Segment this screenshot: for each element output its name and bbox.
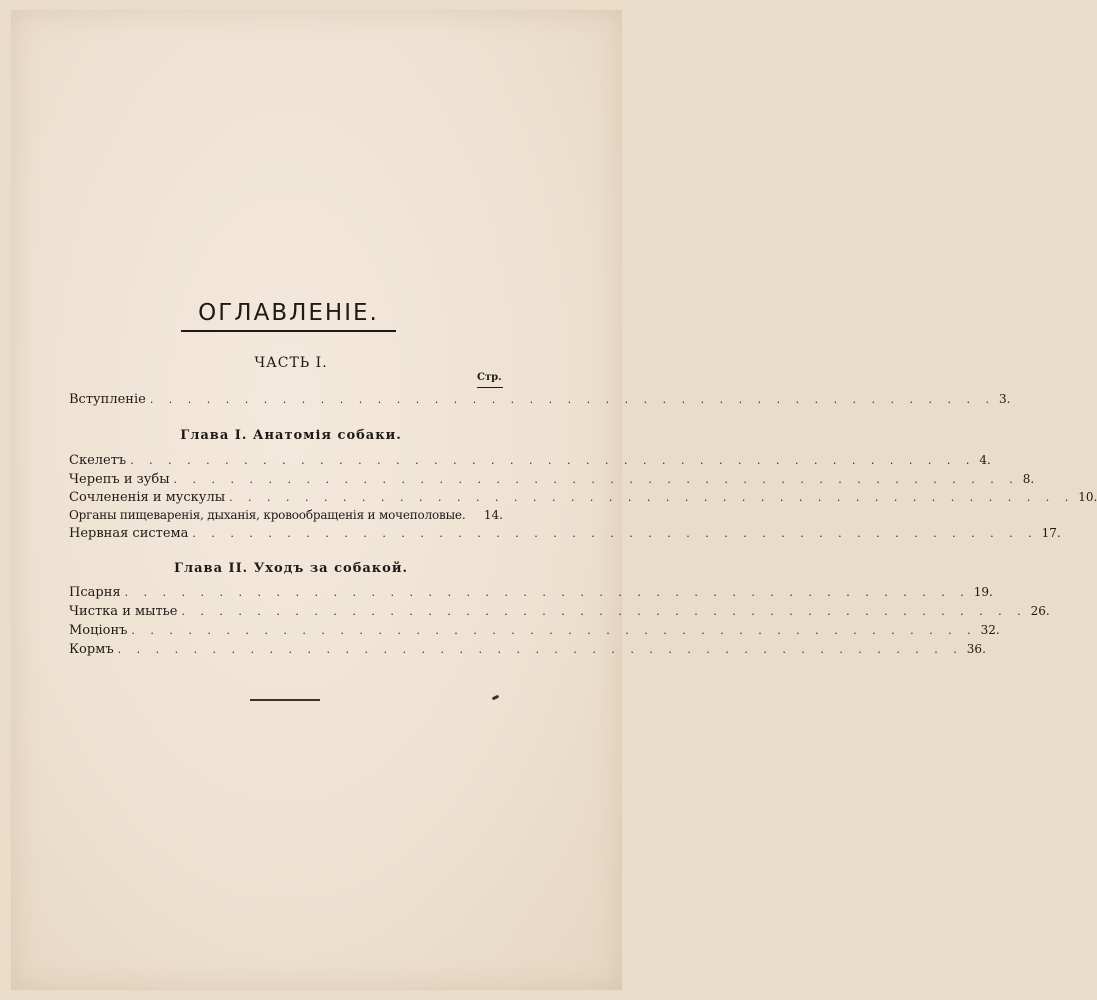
- toc-entry: [69, 623, 1000, 640]
- page-column-underline: [477, 387, 503, 388]
- toc-entry-intro: [69, 392, 1011, 409]
- page-title: ОГЛАВЛЕНІЕ.: [198, 300, 379, 326]
- toc-entry: [69, 604, 1050, 621]
- toc-entry-label: Черепъ и зубы: [69, 472, 170, 487]
- part-heading: ЧАСТЬ I.: [254, 355, 328, 371]
- toc-entry: [69, 642, 986, 659]
- toc-entry: [69, 472, 1035, 489]
- toc-entry-page: 36.: [966, 642, 986, 656]
- toc-entry-label: Псарня: [69, 585, 121, 600]
- page-column-label: Стр.: [477, 372, 502, 383]
- end-ornament-rule: [250, 699, 320, 701]
- toc-entry-label: Сочлененія и мускулы: [69, 490, 226, 505]
- chapter-heading-2: Глава II. Уходъ за собакой.: [173, 561, 409, 576]
- toc-entry-page: 10.: [1078, 490, 1097, 504]
- toc-leader-dots: . . . . . . . . . . . . . . . . . . . . . . . . . . . . . . . . . . . . . . . . . . . . .: [181, 605, 1027, 618]
- toc-entry-page: 8.: [1022, 472, 1035, 486]
- toc-entry-page: 17.: [1041, 526, 1061, 540]
- toc-entry-page: 19.: [973, 585, 993, 599]
- toc-leader-dots: . . . . . . . . . . . . . . . . . . . . . . . . . . . . . . . . . . . . . . . . . . . . .: [173, 473, 1019, 486]
- toc-leader-dots: . . . . . . . . . . . . . . . . . . . . . . . . . . . . . . . . . . . . . . . . . . . . .: [192, 527, 1038, 540]
- toc-entry: [69, 585, 993, 602]
- toc-leader-dots: . . . . . . . . . . . . . . . . . . . . . . . . . . . . . . . . . . . . . . . . . . . . .: [229, 491, 1075, 504]
- toc-entry-page: 3.: [999, 392, 1011, 406]
- toc-leader-dots: . . . . . . . . . . . . . . . . . . . . . . . . . . . . . . . . . . . . . . . . . . . . .: [131, 624, 977, 637]
- toc-entry: [69, 526, 1061, 543]
- toc-entry-label: Органы пищеваренія, дыханія, кровообращенія и мочеполовые.: [69, 508, 466, 522]
- chapter-heading-1: Глава I. Анатомія собаки.: [180, 428, 402, 443]
- toc-leader-dots: . . . . . . . . . . . . . . . . . . . . . . . . . . . . . . . . . . . . . . . . . . . . .: [149, 393, 996, 406]
- book-page: [11, 10, 1097, 990]
- title-underline: [181, 330, 396, 332]
- toc-entry-page: 26.: [1030, 604, 1050, 618]
- toc-leader-dots: . . . . . . . . . . . . . . . . . . . . . . . . . . . . . . . . . . . . . . . . . . . . .: [117, 643, 963, 656]
- toc-entry: [69, 508, 503, 525]
- toc-entry: [69, 453, 991, 470]
- toc-entry-page: 14.: [483, 508, 503, 522]
- toc-entry-page: 4.: [979, 453, 991, 467]
- toc-entry-label: Чистка и мытье: [69, 604, 178, 619]
- ink-mark: [492, 695, 500, 701]
- toc-entry: [69, 490, 1097, 507]
- toc-entry-label: Моціонъ: [69, 623, 128, 638]
- toc-entry-label: Нервная система: [69, 526, 189, 541]
- toc-entry-label: Скелетъ: [69, 453, 127, 468]
- toc-entry-label: Вступленіе: [69, 392, 146, 407]
- toc-entry-page: 32.: [980, 623, 1000, 637]
- toc-entry-label: Кормъ: [69, 642, 114, 657]
- toc-leader-dots: . . . . . . . . . . . . . . . . . . . . . . . . . . . . . . . . . . . . . . . . . . . . .: [124, 586, 970, 599]
- toc-leader-dots: . . . . . . . . . . . . . . . . . . . . . . . . . . . . . . . . . . . . . . . . . . . . .: [130, 454, 976, 467]
